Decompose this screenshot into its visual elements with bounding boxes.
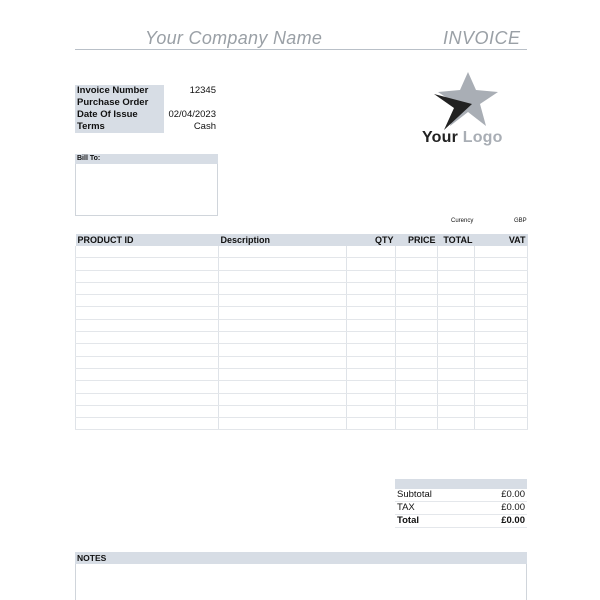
table-cell[interactable] xyxy=(219,405,347,417)
table-cell[interactable] xyxy=(438,332,475,344)
table-row xyxy=(76,332,528,344)
table-cell[interactable] xyxy=(438,393,475,405)
table-cell[interactable] xyxy=(438,246,475,258)
date-of-issue-row xyxy=(75,109,218,121)
table-cell[interactable] xyxy=(76,344,219,356)
table-cell[interactable] xyxy=(347,356,396,368)
table-cell[interactable] xyxy=(475,270,528,282)
table-cell[interactable] xyxy=(438,319,475,331)
table-cell[interactable] xyxy=(76,418,219,430)
table-cell[interactable] xyxy=(347,381,396,393)
table-cell[interactable] xyxy=(396,393,438,405)
logo-word-your: Your xyxy=(422,129,459,146)
table-cell[interactable] xyxy=(396,307,438,319)
terms-row xyxy=(75,121,218,133)
table-row xyxy=(76,344,528,356)
grand-total-row xyxy=(395,515,527,528)
table-cell[interactable] xyxy=(475,295,528,307)
line-items-header xyxy=(76,234,528,246)
table-row xyxy=(76,418,528,430)
notes-box[interactable] xyxy=(75,564,527,600)
table-cell[interactable] xyxy=(475,282,528,294)
table-cell[interactable] xyxy=(347,270,396,282)
table-cell[interactable] xyxy=(396,418,438,430)
totals-label: Total xyxy=(395,515,472,528)
table-row xyxy=(76,405,528,417)
table-row xyxy=(76,393,528,405)
table-cell[interactable] xyxy=(219,393,347,405)
table-cell[interactable] xyxy=(475,319,528,331)
table-cell[interactable] xyxy=(76,258,219,270)
table-cell[interactable] xyxy=(438,307,475,319)
table-row xyxy=(76,319,528,331)
table-cell[interactable] xyxy=(219,282,347,294)
currency-value: GBP xyxy=(514,218,527,224)
table-cell[interactable] xyxy=(76,381,219,393)
table-row xyxy=(76,307,528,319)
logo-word-logo: Logo xyxy=(462,129,503,146)
table-cell[interactable] xyxy=(76,319,219,331)
tax-row xyxy=(395,502,527,515)
totals-value: £0.00 xyxy=(472,502,527,515)
column-header-price: PRICE xyxy=(396,234,438,246)
table-cell[interactable] xyxy=(219,295,347,307)
purchase-order-row xyxy=(75,97,218,109)
table-cell[interactable] xyxy=(76,246,219,258)
totals-label: Subtotal xyxy=(395,489,472,502)
subtotal-row xyxy=(395,489,527,502)
table-cell[interactable] xyxy=(347,368,396,380)
meta-label: Terms xyxy=(75,121,164,133)
table-cell[interactable] xyxy=(347,282,396,294)
notes-label: NOTES xyxy=(75,552,527,564)
table-cell[interactable] xyxy=(475,258,528,270)
table-cell[interactable] xyxy=(396,258,438,270)
table-row xyxy=(76,356,528,368)
table-cell[interactable] xyxy=(347,258,396,270)
table-cell[interactable] xyxy=(347,344,396,356)
table-cell[interactable] xyxy=(219,307,347,319)
table-cell[interactable] xyxy=(438,344,475,356)
meta-value: Cash xyxy=(193,121,216,132)
line-items-table xyxy=(75,234,528,430)
table-cell[interactable] xyxy=(396,368,438,380)
table-cell[interactable] xyxy=(219,332,347,344)
bill-to-box[interactable] xyxy=(75,164,218,216)
table-cell[interactable] xyxy=(347,405,396,417)
table-cell[interactable] xyxy=(396,405,438,417)
table-cell[interactable] xyxy=(396,246,438,258)
meta-label: Invoice Number xyxy=(75,85,164,97)
table-cell[interactable] xyxy=(347,319,396,331)
table-cell[interactable] xyxy=(475,405,528,417)
table-row xyxy=(76,282,528,294)
table-cell[interactable] xyxy=(76,270,219,282)
table-cell[interactable] xyxy=(475,332,528,344)
table-cell[interactable] xyxy=(76,368,219,380)
meta-label: Date Of Issue xyxy=(75,109,164,121)
table-cell[interactable] xyxy=(347,246,396,258)
table-cell[interactable] xyxy=(396,319,438,331)
table-cell[interactable] xyxy=(347,332,396,344)
line-items-body xyxy=(76,246,528,430)
table-cell[interactable] xyxy=(76,405,219,417)
totals-label: TAX xyxy=(395,502,472,515)
table-cell[interactable] xyxy=(219,258,347,270)
table-cell[interactable] xyxy=(219,368,347,380)
table-cell[interactable] xyxy=(438,258,475,270)
table-cell[interactable] xyxy=(76,332,219,344)
column-header-total: TOTAL xyxy=(438,234,475,246)
invoice-details-table xyxy=(75,85,218,133)
table-cell[interactable] xyxy=(396,295,438,307)
table-cell[interactable] xyxy=(396,332,438,344)
table-cell[interactable] xyxy=(219,356,347,368)
table-cell[interactable] xyxy=(396,282,438,294)
table-cell[interactable] xyxy=(438,418,475,430)
bill-to-label: Bill To: xyxy=(75,154,218,164)
column-header-description: Description xyxy=(219,234,347,246)
table-cell[interactable] xyxy=(76,393,219,405)
table-row xyxy=(76,295,528,307)
table-cell[interactable] xyxy=(219,246,347,258)
table-cell[interactable] xyxy=(219,319,347,331)
table-cell[interactable] xyxy=(438,405,475,417)
table-cell[interactable] xyxy=(438,282,475,294)
table-cell[interactable] xyxy=(396,270,438,282)
table-cell[interactable] xyxy=(219,381,347,393)
table-cell[interactable] xyxy=(438,270,475,282)
meta-label: Purchase Order xyxy=(75,97,164,109)
table-cell[interactable] xyxy=(76,295,219,307)
table-cell[interactable] xyxy=(475,368,528,380)
table-cell[interactable] xyxy=(219,418,347,430)
table-row xyxy=(76,258,528,270)
table-cell[interactable] xyxy=(475,246,528,258)
table-cell[interactable] xyxy=(396,356,438,368)
table-cell[interactable] xyxy=(76,356,219,368)
table-row xyxy=(76,246,528,258)
table-cell[interactable] xyxy=(475,344,528,356)
column-header-vat: VAT xyxy=(475,234,528,246)
table-row xyxy=(76,270,528,282)
totals-header xyxy=(395,479,527,489)
table-cell[interactable] xyxy=(438,368,475,380)
table-cell[interactable] xyxy=(475,418,528,430)
table-cell[interactable] xyxy=(396,344,438,356)
meta-value: 12345 xyxy=(189,85,216,96)
totals-value: £0.00 xyxy=(472,515,527,528)
table-cell[interactable] xyxy=(438,356,475,368)
invoice-title: INVOICE xyxy=(443,28,521,48)
invoice-number-row xyxy=(75,85,218,97)
totals-value: £0.00 xyxy=(472,489,527,502)
table-cell[interactable] xyxy=(219,270,347,282)
table-cell[interactable] xyxy=(438,381,475,393)
table-cell[interactable] xyxy=(347,418,396,430)
company-name: Your Company Name xyxy=(145,28,323,48)
header-divider xyxy=(75,49,527,50)
currency-label: Curency xyxy=(451,218,474,224)
meta-value xyxy=(164,97,218,109)
column-header-qty: QTY xyxy=(347,234,396,246)
table-cell[interactable] xyxy=(347,393,396,405)
meta-value: 02/04/2023 xyxy=(168,109,216,120)
table-cell[interactable] xyxy=(475,307,528,319)
table-cell[interactable] xyxy=(347,307,396,319)
table-cell[interactable] xyxy=(475,356,528,368)
table-cell[interactable] xyxy=(438,295,475,307)
table-row xyxy=(76,368,528,380)
table-cell[interactable] xyxy=(76,307,219,319)
table-cell[interactable] xyxy=(475,381,528,393)
table-cell[interactable] xyxy=(76,282,219,294)
table-cell[interactable] xyxy=(219,344,347,356)
company-logo xyxy=(422,129,503,147)
table-cell[interactable] xyxy=(396,381,438,393)
totals-table xyxy=(395,489,527,528)
table-row xyxy=(76,381,528,393)
table-cell[interactable] xyxy=(475,393,528,405)
column-header-product-id: PRODUCT ID xyxy=(76,234,219,246)
table-cell[interactable] xyxy=(347,295,396,307)
